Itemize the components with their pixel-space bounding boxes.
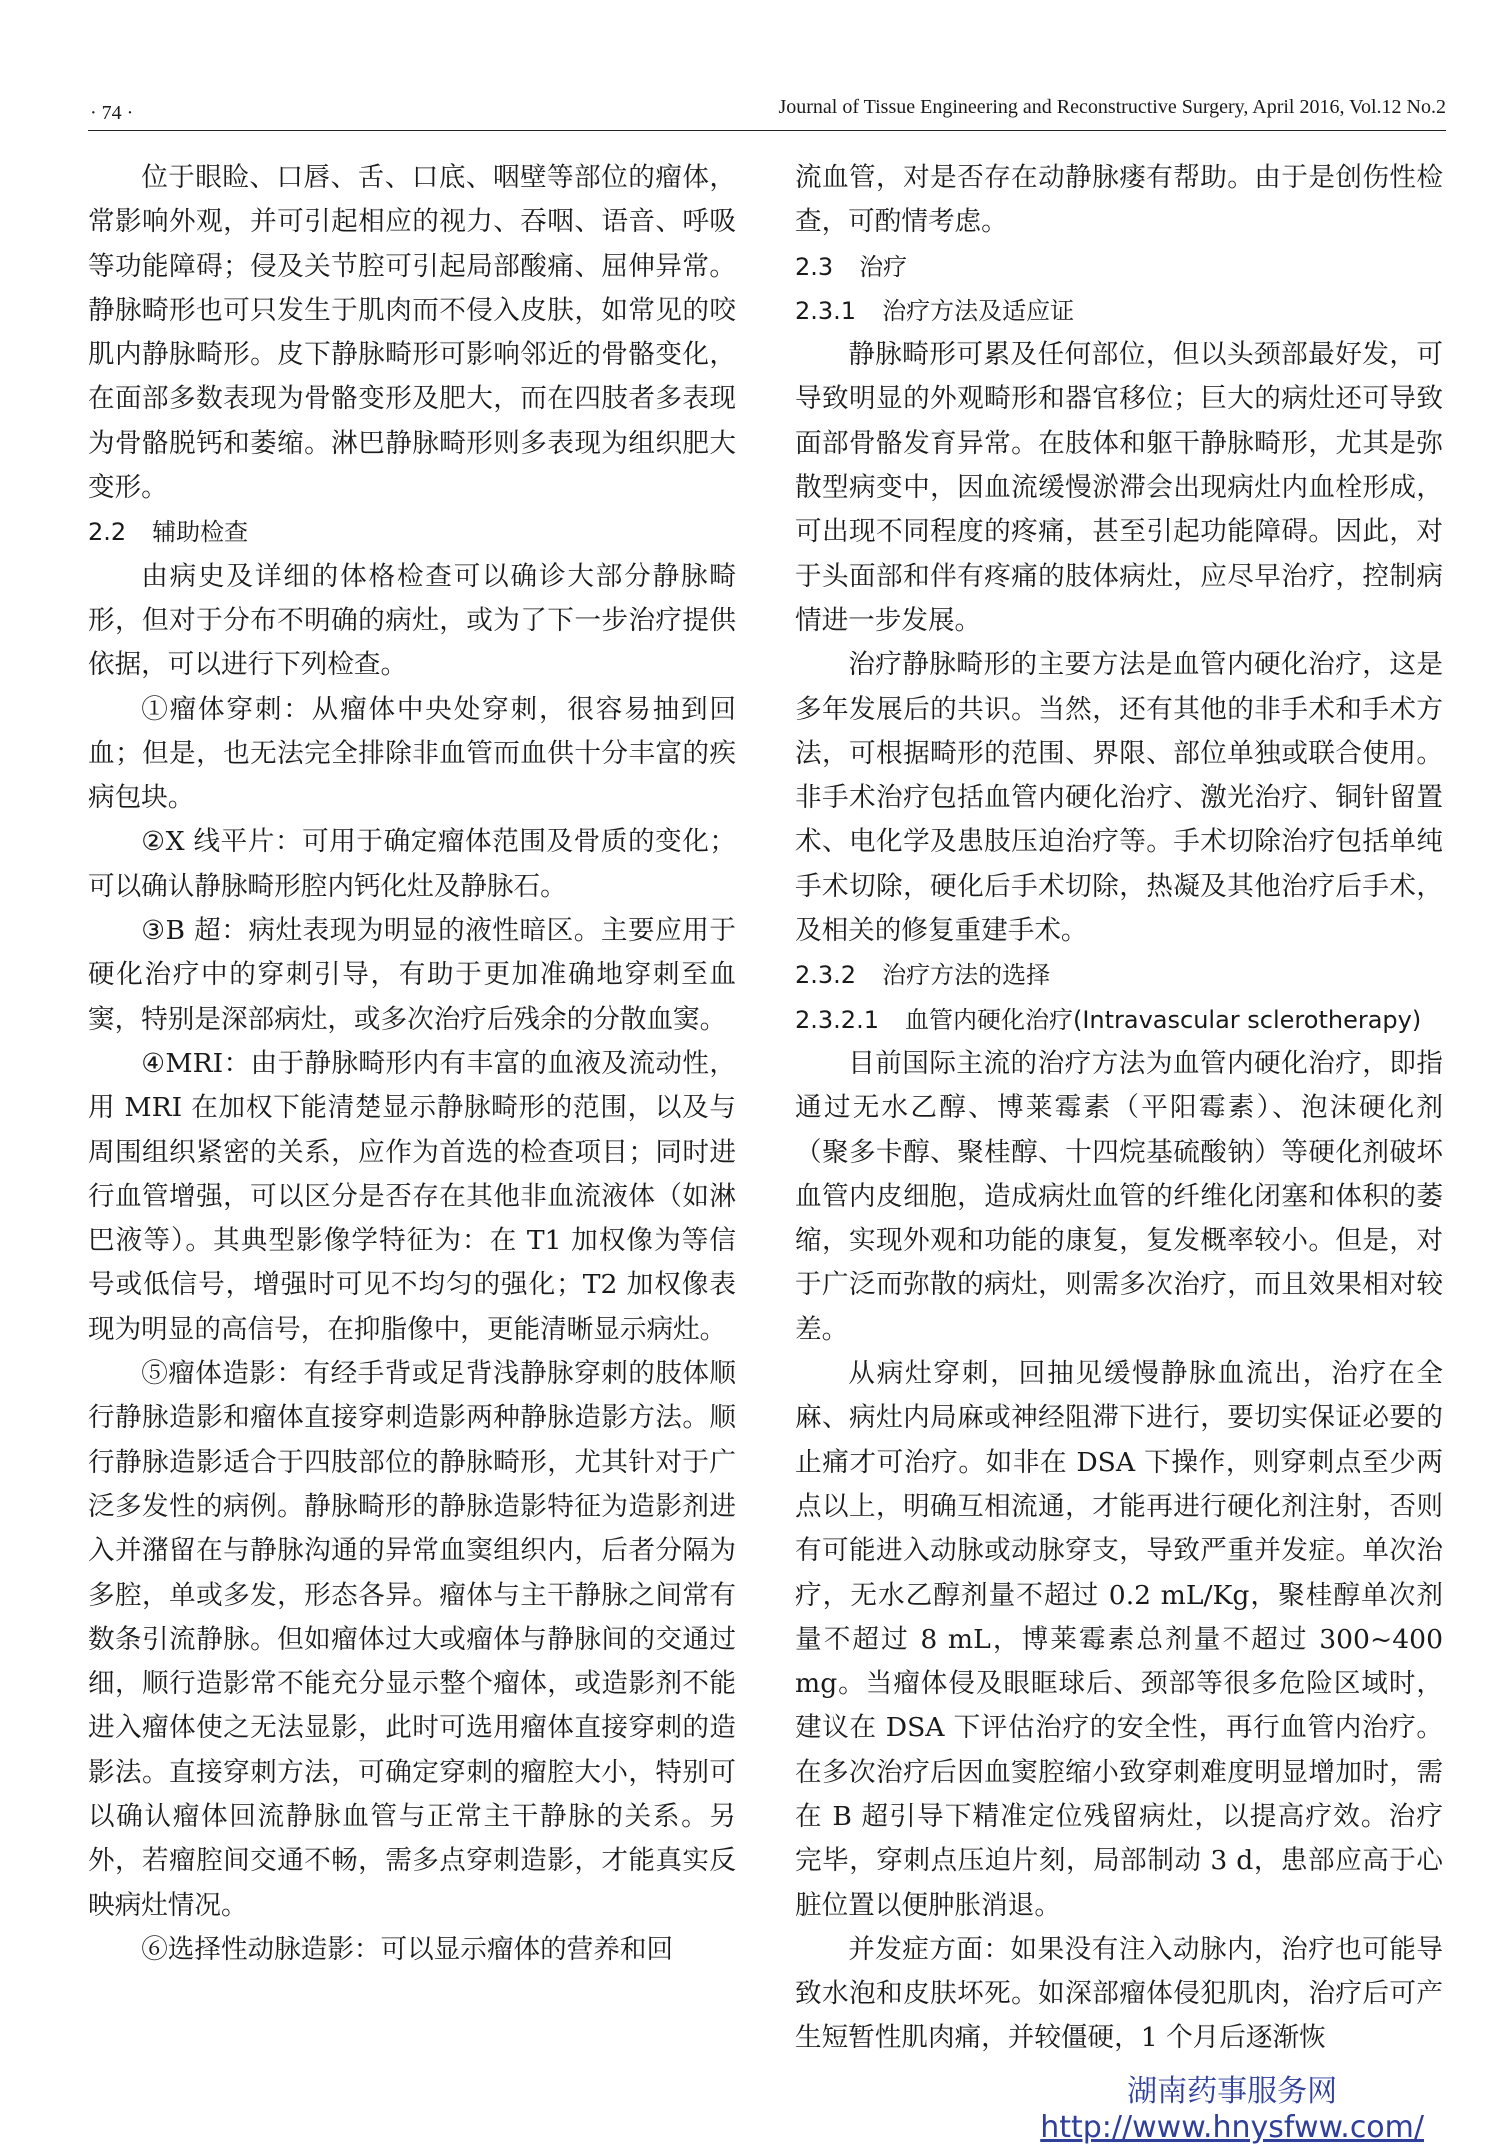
section-number: 2.2 [88,518,127,547]
section-title: 治疗 [859,252,908,281]
section-title: 辅助检查 [152,518,249,547]
section-title: 治疗方法的选择 [882,961,1051,990]
section-heading [795,245,1443,289]
section-number: 2.3.1 [795,296,857,325]
journal-citation: Journal of Tissue Engineering and Reconstructive Surgery, April 2016, Vol.12 No.2 [778,96,1446,118]
left-column [88,156,736,1972]
right-column [795,156,1443,2061]
body-paragraph: 从病灶穿刺，回抽见缓慢静脉血流出，治疗在全麻、病灶内局麻或神经阻滞下进行，要切实保证必要的止痛才可治疗。如非在 DSA 下操作，则穿刺点至少两点以上，明确互相流通，才能再进行硬化剂注射，否则有可能进入动脉或动脉穿支，导致严重并发症。单次治疗，无水乙醇剂量不超过 0.2 mL/Kg，聚桂醇单次剂量不超过 8 mL，博莱霉素总剂量不超过 300~400 mg。当瘤体侵及眼眶球后、颈部等很多危险区域时，建议在 DSA 下评估治疗的安全性，再行血管内治疗。在多次治疗后因血窦腔缩小致穿刺难度明显增加时，需在 B 超引导下精准定位残留病灶，以提高疗效。治疗完毕，穿刺点压迫片刻，局部制动 3 d，患部应高于心脏位置以便肿胀消退。 [795,1358,1443,1921]
section-number: 2.3 [795,252,834,281]
body-paragraph: 并发症方面：如果没有注入动脉内，治疗也可能导致水泡和皮肤坏死。如深部瘤体侵犯肌肉，治疗后可产生短暂性肌肉痛，并较僵硬，1 个月后逐渐恢 [795,1933,1443,2054]
body-paragraph: ⑤瘤体造影：有经手背或足背浅静脉穿刺的肢体顺行静脉造影和瘤体直接穿刺造影两种静脉造影方法。顺行静脉造影适合于四肢部位的静脉畸形，尤其针对于广泛多发性的病例。静脉畸形的静脉造影特征为造影剂进入并潴留在与静脉沟通的异常血窦组织内，后者分隔为多腔，单或多发，形态各异。瘤体与主干静脉之间常有数条引流静脉。但如瘤体过大或瘤体与静脉间的交通过细，顺行造影常不能充分显示整个瘤体，或造影剂不能进入瘤体使之无法显影，此时可选用瘤体直接穿刺的造影法。直接穿刺方法，可确定穿刺的瘤腔大小，特别可以确认瘤体回流静脉血管与正常主干静脉的关系。另外，若瘤腔间交通不畅，需多点穿刺造影，才能真实反映病灶情况。 [88,1358,736,1921]
body-paragraph: ①瘤体穿刺：从瘤体中央处穿刺，很容易抽到回血；但是，也无法完全排除非血管而血供十分丰富的疾病包块。 [88,693,736,814]
body-paragraph: ⑥选择性动脉造影：可以显示瘤体的营养和回 [141,1933,674,1965]
watermark-site-name: 湖南药事服务网 [1127,2074,1338,2109]
body-paragraph: 目前国际主流的治疗方法为血管内硬化治疗，即指通过无水乙醇、博莱霉素（平阳霉素）、泡沫硬化剂（聚多卡醇、聚桂醇、十四烷基硫酸钠）等硬化剂破坏血管内皮细胞，造成病灶血管的纤维化闭塞和体积的萎缩，实现外观和功能的康复，复发概率较小。但是，对于广泛而弥散的病灶，则需多次治疗，而且效果相对较差。 [795,1047,1443,1345]
body-paragraph: 治疗静脉畸形的主要方法是血管内硬化治疗，这是多年发展后的共识。当然，还有其他的非手术和手术方法，可根据畸形的范围、界限、部位单独或联合使用。非手术治疗包括血管内硬化治疗、激光治疗、铜针留置术、电化学及患肢压迫治疗等。手术切除治疗包括单纯手术切除，硬化后手术切除，热凝及其他治疗后手术，及相关的修复重建手术。 [795,649,1443,947]
section-heading [88,510,736,554]
body-paragraph: 由病史及详细的体格检查可以确诊大部分静脉畸形，但对于分布不明确的病灶，或为了下一步治疗提供依据，可以进行下列检查。 [88,560,736,681]
section-heading [795,998,1443,1042]
section-title: 血管内硬化治疗(Intravascular sclerotherapy) [904,1005,1422,1034]
section-heading [795,953,1443,997]
section-number: 2.3.2 [795,961,857,990]
body-paragraph: 静脉畸形可累及任何部位，但以头颈部最好发，可导致明显的外观畸形和器官移位；巨大的病灶还可导致面部骨骼发育异常。在肢体和躯干静脉畸形，尤其是弥散型病变中，因血流缓慢淤滞会出现病灶内血栓形成，可出现不同程度的疼痛，甚至引起功能障碍。因此，对于头面部和伴有疼痛的肢体病灶，应尽早治疗，控制病情进一步发展。 [795,339,1443,636]
body-paragraph: 流血管，对是否存在动静脉瘘有帮助。由于是创伤性检查，可酌情考虑。 [795,162,1443,238]
section-number: 2.3.2.1 [795,1005,879,1034]
body-paragraph: 位于眼睑、口唇、舌、口底、咽壁等部位的瘤体，常影响外观，并可引起相应的视力、吞咽、语音、呼吸等功能障碍；侵及关节腔可引起局部酸痛、屈伸异常。静脉畸形也可只发生于肌肉而不侵入皮肤，如常见的咬肌内静脉畸形。皮下静脉畸形可影响邻近的骨骼变化，在面部多数表现为骨骼变形及肥大，而在四肢者多表现为骨骼脱钙和萎缩。淋巴静脉畸形则多表现为组织肥大变形。 [88,162,736,504]
body-paragraph: ④MRI：由于静脉畸形内有丰富的血液及流动性，用 MRI 在加权下能清楚显示静脉畸形的范围，以及与周围组织紧密的关系，应作为首选的检查项目；同时进行血管增强，可以区分是否存在其他非血流液体（如淋巴液等）。其典型影像学特征为：在 T1 加权像为等信号或低信号，增强时可见不均匀的强化；T2 加权像表现为明显的高信号，在抑脂像中，更能清晰显示病灶。 [88,1047,736,1345]
watermark [1040,2074,1424,2146]
page-header [88,92,1446,131]
body-paragraph: ②X 线平片：可用于确定瘤体范围及骨质的变化；可以确认静脉畸形腔内钙化灶及静脉石。 [88,826,736,902]
watermark-url[interactable]: http://www.hnysfww.com/ [1040,2110,1424,2145]
page-number: · 74 · [90,102,134,124]
body-paragraph: ③B 超：病灶表现为明显的液性暗区。主要应用于硬化治疗中的穿刺引导，有助于更加准确地穿刺至血窦，特别是深部病灶，或多次治疗后残余的分散血窦。 [88,915,736,1035]
section-title: 治疗方法及适应证 [882,296,1075,325]
section-heading [795,289,1443,333]
